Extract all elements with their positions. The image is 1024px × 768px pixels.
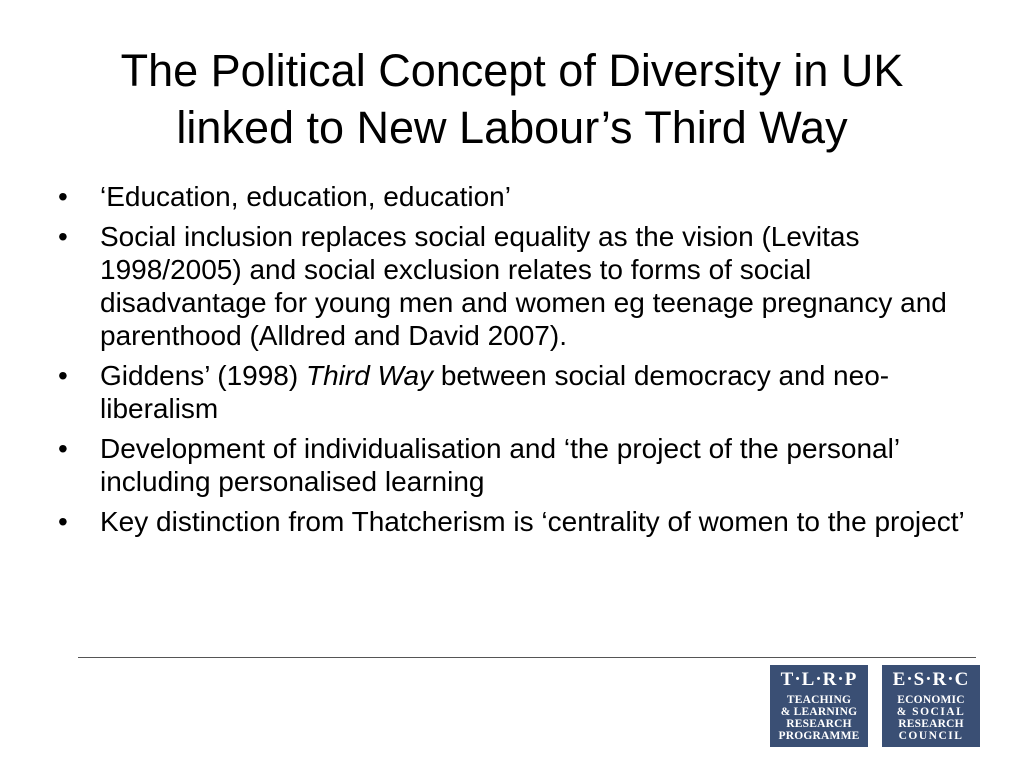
- tlrp-acronym: T·L·R·P: [780, 669, 858, 690]
- bullet-text: Key distinction from Thatcherism is ‘centrality of women to the project’: [100, 506, 965, 537]
- bullet-icon: •: [58, 221, 68, 252]
- tlrp-line: TEACHING: [786, 694, 852, 706]
- bullet-icon: •: [58, 360, 68, 391]
- slide-title-line-1: The Political Concept of Diversity in UK: [120, 45, 904, 96]
- slide-title: [40, 42, 984, 156]
- bullet-item: [58, 505, 978, 538]
- bullet-item: [58, 432, 978, 498]
- esrc-acronym: E·S·R·C: [892, 669, 970, 690]
- bullet-text: ‘Education, education, education’: [100, 181, 511, 212]
- bullet-item: [58, 220, 978, 352]
- bullet-item: [58, 180, 978, 213]
- footer-divider: [78, 657, 976, 658]
- esrc-line: COUNCIL: [898, 730, 964, 742]
- bullet-icon: •: [58, 506, 68, 537]
- tlrp-logo: [770, 665, 868, 747]
- bullet-text: [100, 360, 889, 424]
- bullet-item: [58, 359, 978, 425]
- bullet-icon: •: [58, 433, 68, 464]
- bullet-icon: •: [58, 181, 68, 212]
- esrc-line: & SOCIAL: [896, 706, 966, 718]
- tlrp-line: RESEARCH: [786, 718, 852, 730]
- esrc-line: ECONOMIC: [897, 694, 965, 706]
- bullet-text-part: Giddens’ (1998): [100, 360, 306, 391]
- slide-title-line-2: linked to New Labour’s Third Way: [176, 102, 848, 153]
- esrc-logo: [882, 665, 980, 747]
- tlrp-line: PROGRAMME: [778, 730, 860, 742]
- bullet-text: Development of individualisation and ‘the project of the personal’ including personalised learning: [100, 433, 900, 497]
- bullet-text-part: between social democracy and neo-liberalism: [100, 360, 890, 424]
- esrc-line: RESEARCH: [898, 718, 964, 730]
- esrc-full-name: [882, 694, 980, 742]
- bullet-text: Social inclusion replaces social equality as the vision (Levitas 1998/2005) and social exclusion relates to forms of social disadvantage for young men and women eg teenage pregnancy and parenthood (Alldred and David 2007).: [100, 221, 947, 351]
- book-title: Third Way: [305, 360, 434, 391]
- tlrp-full-name: [770, 694, 868, 742]
- tlrp-line: & LEARNING: [780, 706, 858, 718]
- bullet-list: [58, 180, 978, 545]
